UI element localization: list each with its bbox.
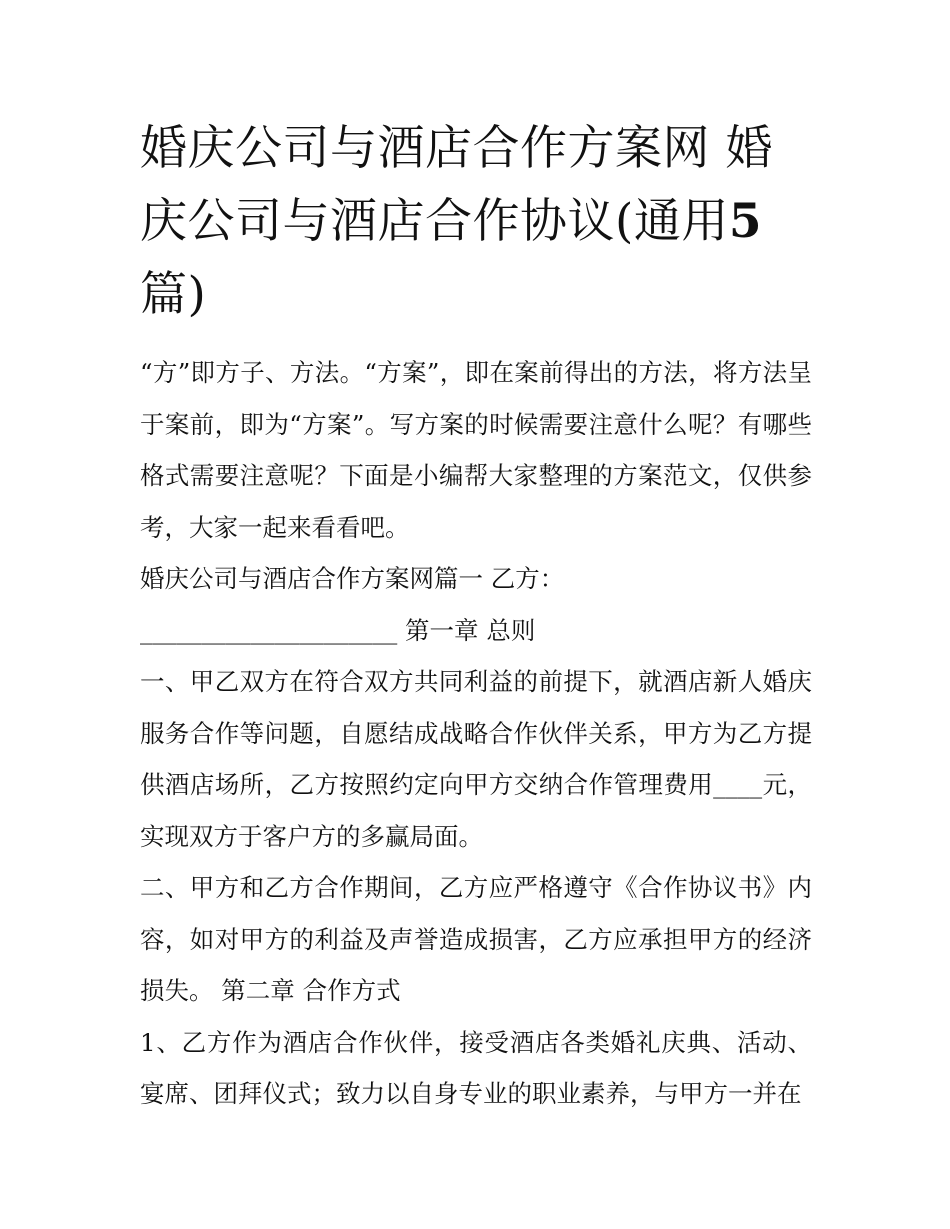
clause-two-paragraph: 二、甲方和乙方合作期间，乙方应严格遵守《合作协议书》内容，如对甲方的利益及声誉造成损害，乙方应承担甲方的经济损失。 第二章 合作方式 <box>140 873 812 1005</box>
clause-one-paragraph: 一、甲乙双方在符合双方共同利益的前提下，就酒店新人婚庆服务合作等问题，自愿结成战略合作伙伴关系，甲方为乙方提供酒店场所，乙方按照约定向甲方交纳合作管理费用____元，实现双方于客户方的多赢局面。 <box>140 667 812 851</box>
chapter-one-heading: _____________________ 第一章 总则 <box>140 615 536 645</box>
section-heading: 婚庆公司与酒店合作方案网篇一 乙方： <box>140 564 565 593</box>
item-one-paragraph: 1、乙方作为酒店合作伙伴，接受酒店各类婚礼庆典、活动、宴席、团拜仪式；致力以自身专业的职业素养，与甲方一并在 <box>140 1027 812 1108</box>
document-title: 婚庆公司与酒店合作方案网 婚庆公司与酒店合作协议(通用5篇) <box>140 121 773 322</box>
intro-paragraph: “方”即方子、方法。“方案”，即在案前得出的方法，将方法呈于案前，即为“方案”。写方案的时候需要注意什么呢？有哪些格式需要注意呢？下面是小编帮大家整理的方案范文，仅供参考，大家一起来看看吧。 <box>140 358 812 542</box>
document-page <box>140 112 812 1120</box>
